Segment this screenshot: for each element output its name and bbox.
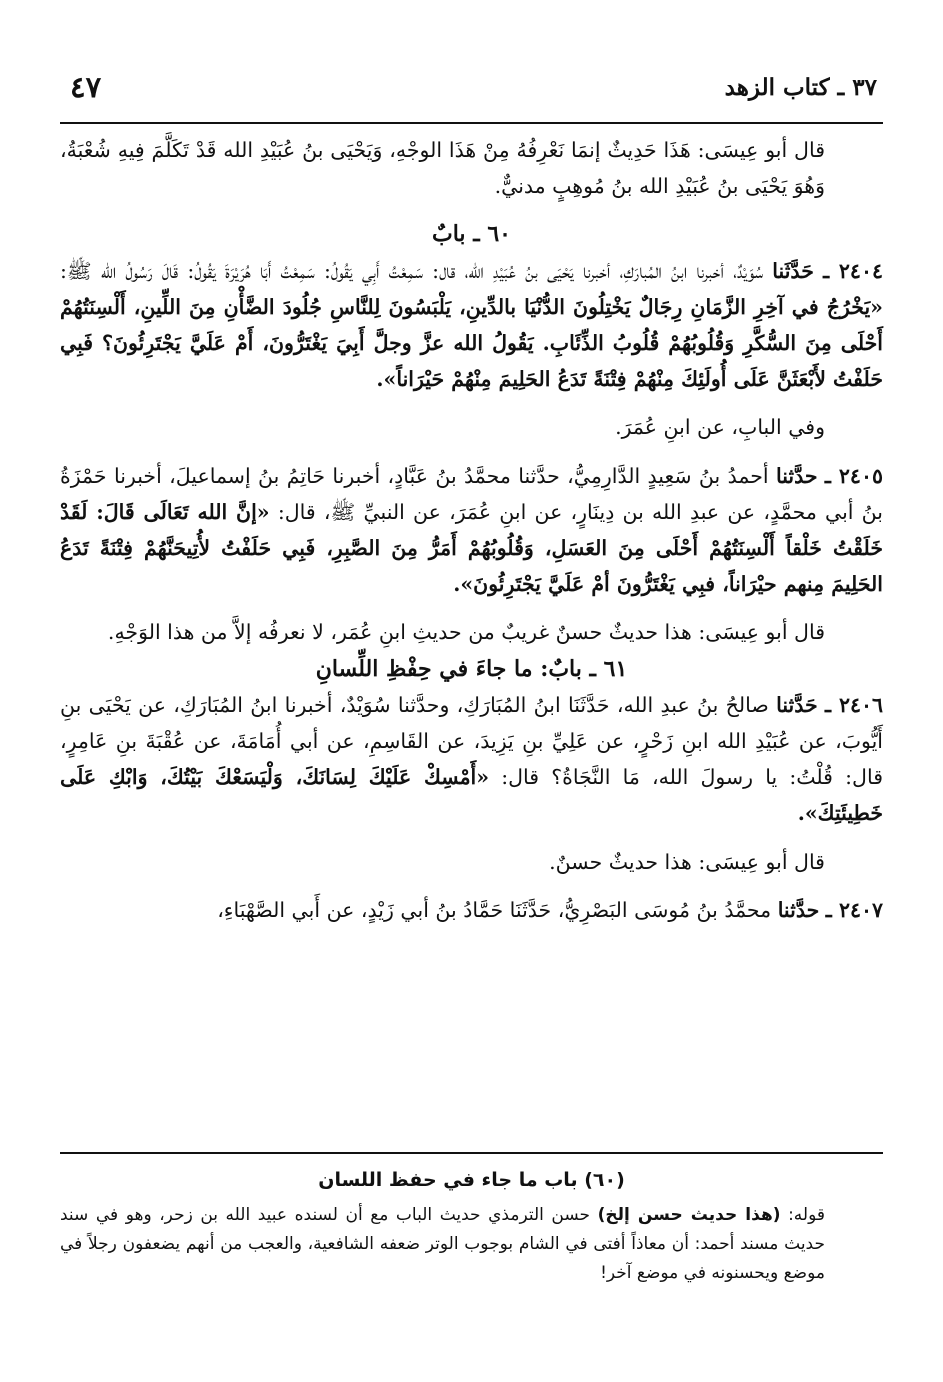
haddathana-word: حدَّثنا bbox=[775, 463, 818, 488]
chapter-heading-60: ٦٠ ـ بابٌ bbox=[432, 221, 511, 248]
isnad-text: سُوَيْدٌ، أخبرنا ابنُ المُبارَكِ، أخبرنا يَحْيَى بنُ عُبَيْدِ الله، قال: سَمِعْتُ أَبِي يَقُولُ: سَمِعْتُ أَبَا هُرَيْرَةَ يَقُولُ: قَالَ رَسُولُ الله ﷺ: bbox=[60, 258, 764, 283]
hadith-2404 bbox=[60, 253, 883, 398]
footnote-lead: قوله: bbox=[788, 1205, 826, 1225]
hadith-number: ٢٤٠٦ ـ bbox=[824, 692, 883, 717]
haddathana-word: حَدَّثنا bbox=[776, 692, 818, 717]
isnad-text: صالحُ بنُ عبدِ الله، حَدَّثَنَا ابنُ المُبَارَكِ، وحدَّثنا سُوَيْدٌ، أخبرنا ابنُ المُبَارَكِ، عن يَحْيَى بنِ أَيُّوبَ، عن عُبَيْدِ الله ابنِ زَحْرٍ، عن عَلِيِّ بنِ يَزِيدَ، عن القَاسِمِ، عن أبي أُمَامَةَ، عن عُقْبَةَ بنِ عَامِرٍ، قال: قُلْتُ: يا رسولَ الله، مَا النَّجَاةُ؟ قال: bbox=[60, 692, 883, 790]
haddathana-word: حَدَّثَنا bbox=[772, 258, 814, 283]
footnote-text: حسن الترمذي حديث الباب مع أن لسنده عبيد الله بن زحر، وهو في سند حديث مسند أحمد: أن معاذاً أفتى في الشام بوجوب الوتر ضعفه الشافعية، والعجب من أنهم يضعفون رجلاً في موضع ويحسنونه في موضع آخر! bbox=[60, 1205, 825, 1283]
hadith-2407 bbox=[60, 892, 883, 928]
chapter-heading-61: ٦١ ـ بابٌ: ما جاءَ في حِفْظِ اللِّسانِ bbox=[315, 655, 628, 682]
matn-text: «يَخْرُجُ في آخِرِ الزَّمَانِ رِجَالٌ يَخْتِلُونَ الدُّنْيَا بالدِّينِ، يَلْبَسُونَ لِلنَّاسِ جُلُودَ الضَّأْنِ مِنَ اللِّينِ، أَلْسِنَتُهُمْ أَحْلَى مِنَ السُّكَّرِ وَقُلُوبُهُمْ قُلُوبُ الذِّئَابِ. يَقُولُ الله عزَّ وجلَّ أَبِيَ يَغْتَرُّونَ، أَمْ عَلَيَّ يَجْتَرِئُونَ؟ فَبِي حَلَفْتُ لأَبْعَثَنَّ عَلَى أُولَئِكَ مِنْهُمْ فِتْنَةً تَدَعُ الحَلِيمَ مِنْهُمْ حَيْرَاناً». bbox=[60, 294, 883, 392]
footnote-divider bbox=[60, 1152, 883, 1154]
fi-albab-note: وفي البابِ، عن ابنِ عُمَرَ. bbox=[615, 415, 825, 440]
matn-text: «أَمْسِكْ عَلَيْكَ لِسَانَكَ، وَلْيَسَعْكَ بَيْتُكَ، وَابْكِ عَلَى خَطِيئَتِكَ». bbox=[60, 765, 883, 826]
page-header bbox=[60, 62, 883, 124]
hadith-number: ٢٤٠٤ ـ bbox=[823, 258, 883, 283]
running-title: ٣٧ ـ كتاب الزهد bbox=[724, 74, 877, 101]
paragraph-abu-isa-1: قال أبو عِيسَى: هَذَا حَدِيثٌ إنمَا نَعْرِفُهُ مِنْ هَذَا الوجْهِ، وَيَحْيَى بنُ عُبَيْدِ الله قَدْ تَكَلَّمَ فِيهِ شُعْبَةُ، وَهُوَ يَحْيَى بنُ عُبَيْدِ الله بنُ مُوهِبٍ مدنيٌّ. bbox=[60, 138, 825, 199]
isnad-text: محمَّدُ بنُ مُوسَى البَصْرِيُّ، حَدَّثَنَا حَمَّادُ بنُ أبي زَيْدٍ، عن أَبي الصَّهْبَاءِ، bbox=[217, 897, 772, 922]
footnote-heading: (٦٠) باب ما جاء في حفظ اللسان bbox=[318, 1169, 625, 1191]
hadith-2406 bbox=[60, 687, 883, 832]
hadith-number: ٢٤٠٥ ـ bbox=[824, 463, 883, 488]
hadith-2405 bbox=[60, 458, 883, 603]
hadith-number: ٢٤٠٧ ـ bbox=[825, 897, 883, 922]
footnotes bbox=[60, 1166, 883, 1288]
footnote-paragraph bbox=[60, 1201, 883, 1288]
abu-isa-comment-2405: قال أبو عِيسَى: هذا حديثٌ حسنٌ غريبٌ من حديثِ ابنِ عُمَر، لا نعرفُه إلاَّ من هذا الوَجْهِ. bbox=[107, 620, 825, 645]
isnad-text: أحمدُ بنُ سَعِيدٍ الدَّارِمِيُّ، حدَّثنا محمَّدُ بنُ عَبَّادٍ، أخبرنا حَاتِمُ بنُ إسماعيلَ، أخبرنا حَمْزَةُ بنُ أبي محمَّدٍ، عن عبدِ الله بن دِينَارٍ، عن ابنِ عُمَرَ، عن النبيِّ ﷺ، قال: bbox=[60, 463, 883, 524]
main-text bbox=[60, 132, 883, 928]
page-number: ٤٧ bbox=[70, 70, 102, 104]
haddathana-word: حدَّثنا bbox=[777, 897, 820, 922]
abu-isa-comment-2406: قال أبو عِيسَى: هذا حديثٌ حسنٌ. bbox=[549, 849, 825, 874]
matn-text: «إنَّ الله تَعَالَى قَالَ: لَقَدْ خَلَقْتُ خَلْقاً أَلْسِنَتُهُمْ أَحْلَى مِنَ العَسَلِ، وَقُلُوبُهُمْ أَمَرُّ مِنَ الصَّبِرِ، فَبِي حَلَفْتُ لأُتِيحَنَّهُمْ فِتْنَةً تَدَعُ الحَلِيمَ مِنهم حيْرَاناً، فبِي يَغْتَرُّونَ أمْ عَلَيَّ يَجْتَرِئُونَ». bbox=[60, 499, 883, 597]
footnote-quote: (هذا حديث حسن إلخ) bbox=[597, 1205, 781, 1225]
